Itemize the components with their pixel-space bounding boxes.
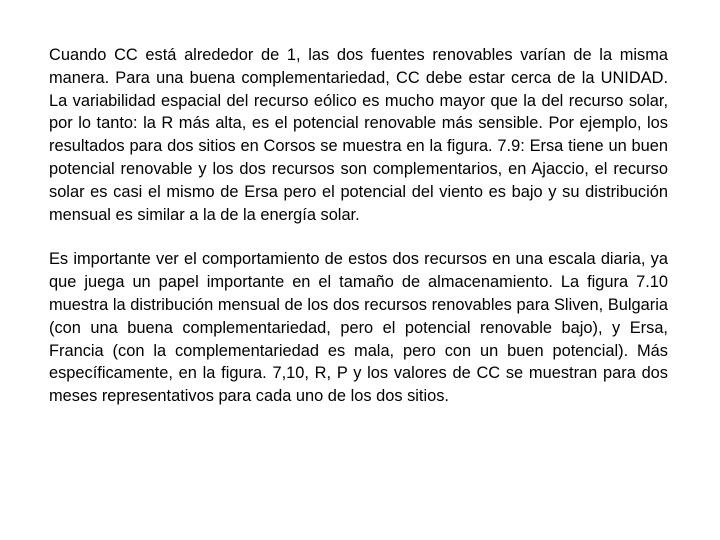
paragraph-complementarity: Cuando CC está alrededor de 1, las dos fuentes renovables varían de la misma manera. Para una buena complementariedad, CC debe estar cerca de la UNIDAD. La variabilidad espacial del recurso eólico es mucho mayor que la del recurso solar, por lo tanto: la R más alta, es el potencial renovable más sensible. Por ejemplo, los resultados para dos sitios en Corsos se muestra en la figura. 7.9: Ersa tiene un buen potencial renovable y los dos recursos son complementarios, en Ajaccio, el recurso solar es casi el mismo de Ersa pero el potencial del viento es bajo y su distribución mensual es similar a la de la energía solar. [49, 46, 668, 224]
paragraph-daily-scale: Es importante ver el comportamiento de estos dos recursos en una escala diaria, ya que juega un papel importante en el tamaño de almacenamiento. La figura 7.10 muestra la distribución mensual de los dos recursos renovables para Sliven, Bulgaria (con una buena complementariedad, pero el potencial renovable bajo), y Ersa, Francia (con la complementariedad es mala, pero con un buen potencial). Más específicamente, en la figura. 7,10, R, P y los valores de CC se muestran para dos meses representativos para cada uno de los dos sitios. [49, 250, 668, 406]
